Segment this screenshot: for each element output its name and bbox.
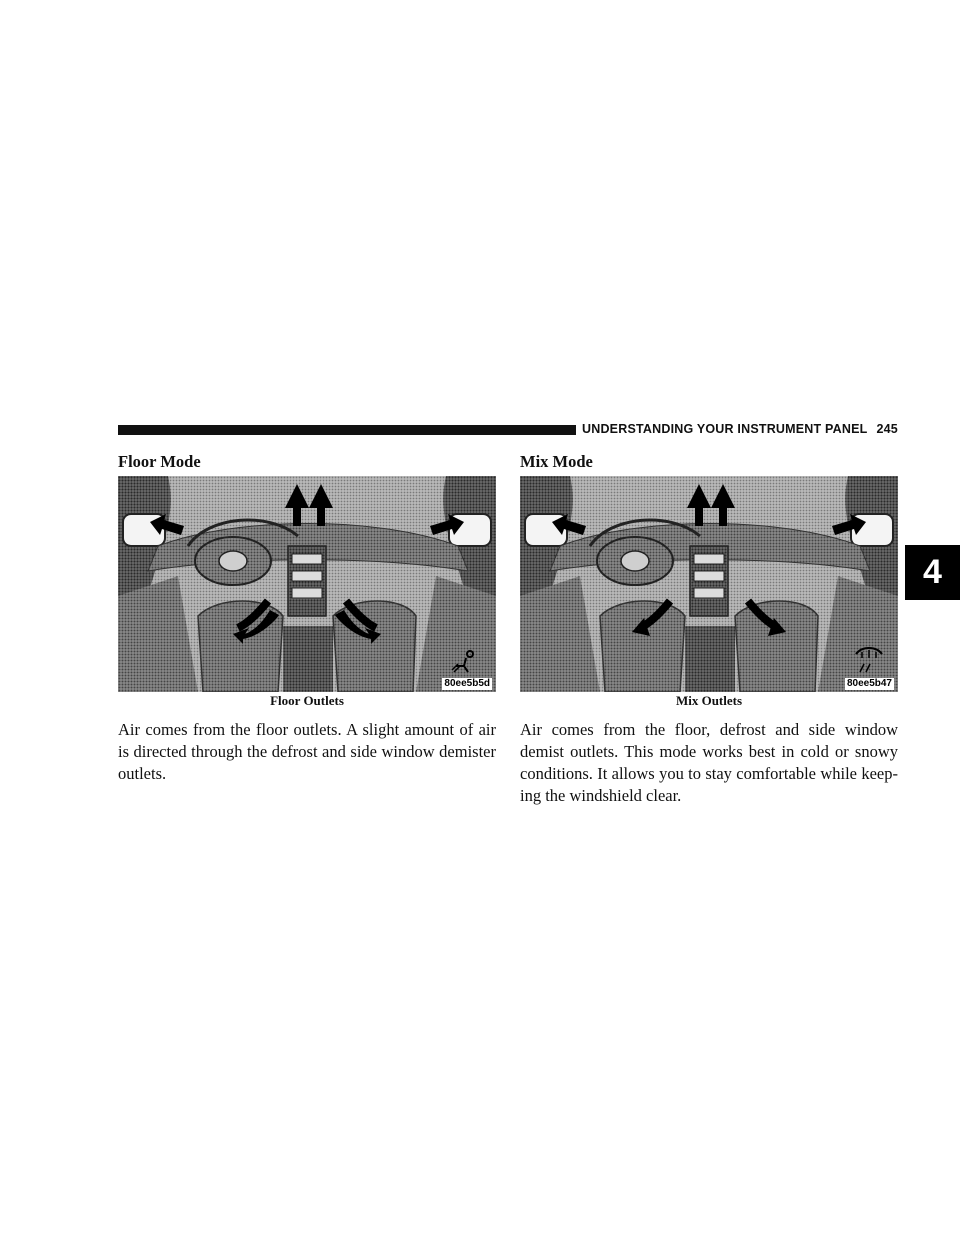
chapter-tab: 4 [905,545,960,600]
section-body: Air comes from the floor outlets. A slight amount of air is directed through the defrost and side window demister outlets. [118,720,496,783]
figure-code: 80ee5b5d [444,678,490,689]
figure-caption: Mix Outlets [675,693,743,708]
header-rule [118,425,576,435]
running-header [582,422,898,436]
header-title: UNDERSTANDING YOUR INSTRUMENT PANEL [582,422,868,436]
section-heading: Floor Mode [118,452,201,471]
section-body: Air comes from the floor, defrost and side window demist outlets. This mode works best in cold or snowy conditions. It allows you to stay comfortable while keep-ing the windshield clear. [520,720,898,805]
section-floor-mode [118,452,496,785]
mix-outlets-illustration [520,476,898,692]
figure-caption: Floor Outlets [270,693,344,708]
section-mix-mode [520,452,898,807]
section-heading: Mix Mode [520,452,593,471]
page-number: 245 [876,422,898,436]
floor-outlets-illustration [118,476,496,692]
figure-code: 80ee5b47 [846,678,892,689]
